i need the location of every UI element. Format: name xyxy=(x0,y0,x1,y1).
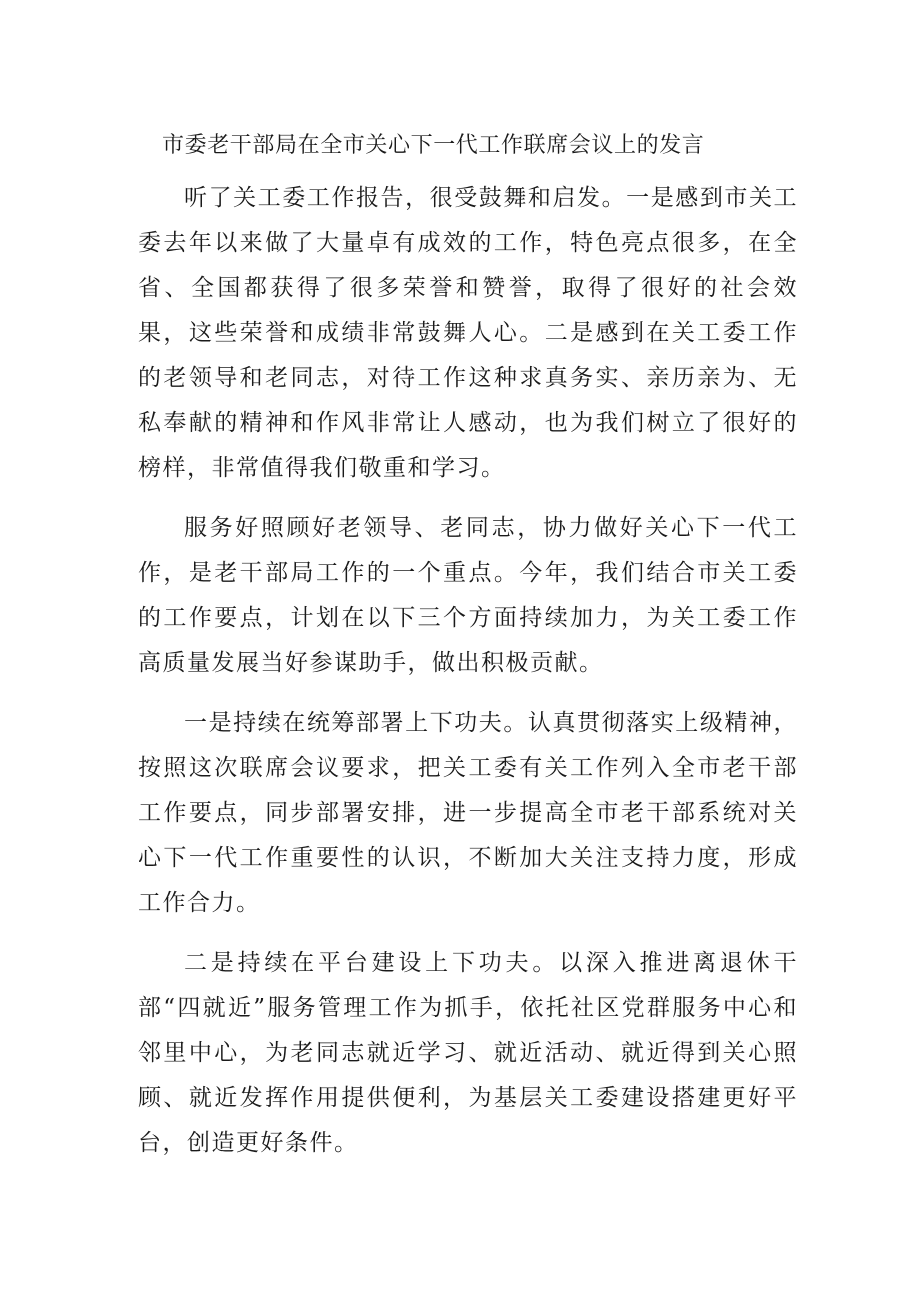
paragraph-2: 服务好照顾好老领导、老同志，协力做好关心下一代工作，是老干部局工作的一个重点。今年，我们结合市关工委的工作要点，计划在以下三个方面持续加力，为关工委工作高质量发展当好参谋助手，做出积极贡献。 xyxy=(138,515,798,676)
paragraph-3: 一是持续在统筹部署上下功夫。认真贯彻落实上级精神，按照这次联席会议要求，把关工委有关工作列入全市老干部工作要点，同步部署安排，进一步提高全市老干部系统对关心下一代工作重要性的认识，不断加大关注支持力度，形成工作合力。 xyxy=(138,710,798,916)
document-body xyxy=(138,176,798,1181)
paragraph-4: 二是持续在平台建设上下功夫。以深入推进离退休干部“四就近”服务管理工作为抓手，依托社区党群服务中心和邻里中心，为老同志就近学习、就近活动、就近得到关心照顾、就近发挥作用提供便利，为基层关工委建设搭建更好平台，创造更好条件。 xyxy=(138,950,798,1156)
document-title: 市委老干部局在全市关心下一代工作联席会议上的发言 xyxy=(162,133,705,158)
paragraph-1: 听了关工委工作报告，很受鼓舞和启发。一是感到市关工委去年以来做了大量卓有成效的工作，特色亮点很多，在全省、全国都获得了很多荣誉和赞誉，取得了很好的社会效果，这些荣誉和成绩非常鼓舞人心。二是感到在关工委工作的老领导和老同志，对待工作这种求真务实、亲历亲为、无私奉献的精神和作风非常让人感动，也为我们树立了很好的榜样，非常值得我们敬重和学习。 xyxy=(138,185,798,481)
